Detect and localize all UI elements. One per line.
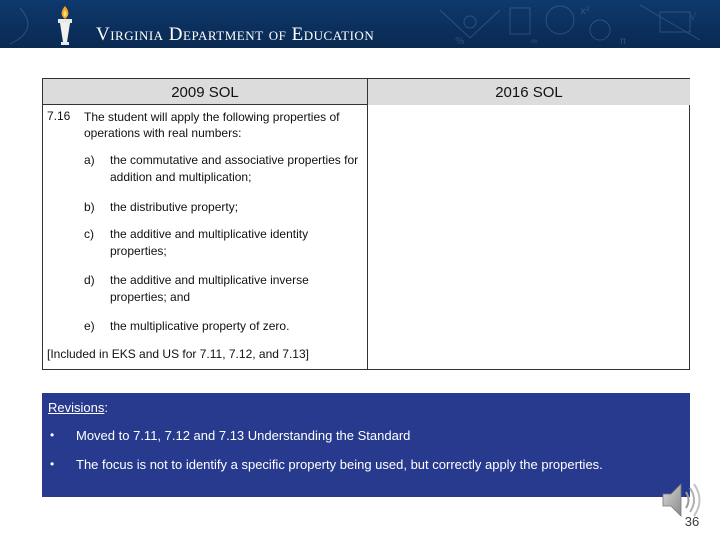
item-letter: d) bbox=[84, 273, 95, 287]
banner-title: Virginia Department of Education bbox=[96, 24, 375, 45]
revisions-box bbox=[42, 393, 690, 497]
page-number: 36 bbox=[684, 514, 700, 529]
column-divider bbox=[367, 105, 368, 370]
revision-item: The focus is not to identify a specific property being used, but correctly apply the properties. bbox=[76, 457, 603, 472]
header-2016-sol: 2016 SOL bbox=[368, 79, 690, 105]
torch-icon bbox=[52, 4, 78, 46]
standard-text: The student will apply the following properties of operations with real numbers: bbox=[84, 110, 340, 140]
item-text: the additive and multiplicative identity properties; bbox=[110, 227, 309, 258]
standard-number: 7.16 bbox=[47, 109, 71, 123]
item-letter: b) bbox=[84, 200, 95, 214]
item-text: the distributive property; bbox=[110, 200, 239, 214]
inclusion-note: [Included in EKS and US for 7.11, 7.12, and 7.13] bbox=[47, 347, 309, 361]
item-text: the commutative and associative properties for addition and multiplication; bbox=[110, 153, 359, 184]
item-letter: e) bbox=[84, 319, 95, 333]
svg-text:=: = bbox=[530, 36, 539, 47]
svg-text:π: π bbox=[620, 36, 627, 47]
header-banner bbox=[0, 0, 720, 48]
header-2009-sol: 2009 SOL bbox=[43, 79, 368, 105]
bullet-icon: • bbox=[50, 457, 55, 471]
revisions-title: Revisions bbox=[48, 400, 105, 415]
revision-item: Moved to 7.11, 7.12 and 7.13 Understanding the Standard bbox=[76, 428, 411, 443]
item-letter: a) bbox=[84, 153, 95, 167]
item-letter: c) bbox=[84, 227, 94, 241]
svg-text:x²: x² bbox=[580, 6, 590, 17]
revisions-heading bbox=[48, 400, 108, 415]
bullet-icon: • bbox=[50, 428, 55, 442]
sol-comparison-table bbox=[42, 78, 690, 370]
item-text: the additive and multiplicative inverse properties; and bbox=[110, 273, 309, 304]
svg-text:√: √ bbox=[690, 12, 697, 23]
item-text: the multiplicative property of zero. bbox=[110, 319, 290, 333]
svg-text:%: % bbox=[455, 36, 465, 47]
revisions-colon: : bbox=[104, 400, 108, 415]
